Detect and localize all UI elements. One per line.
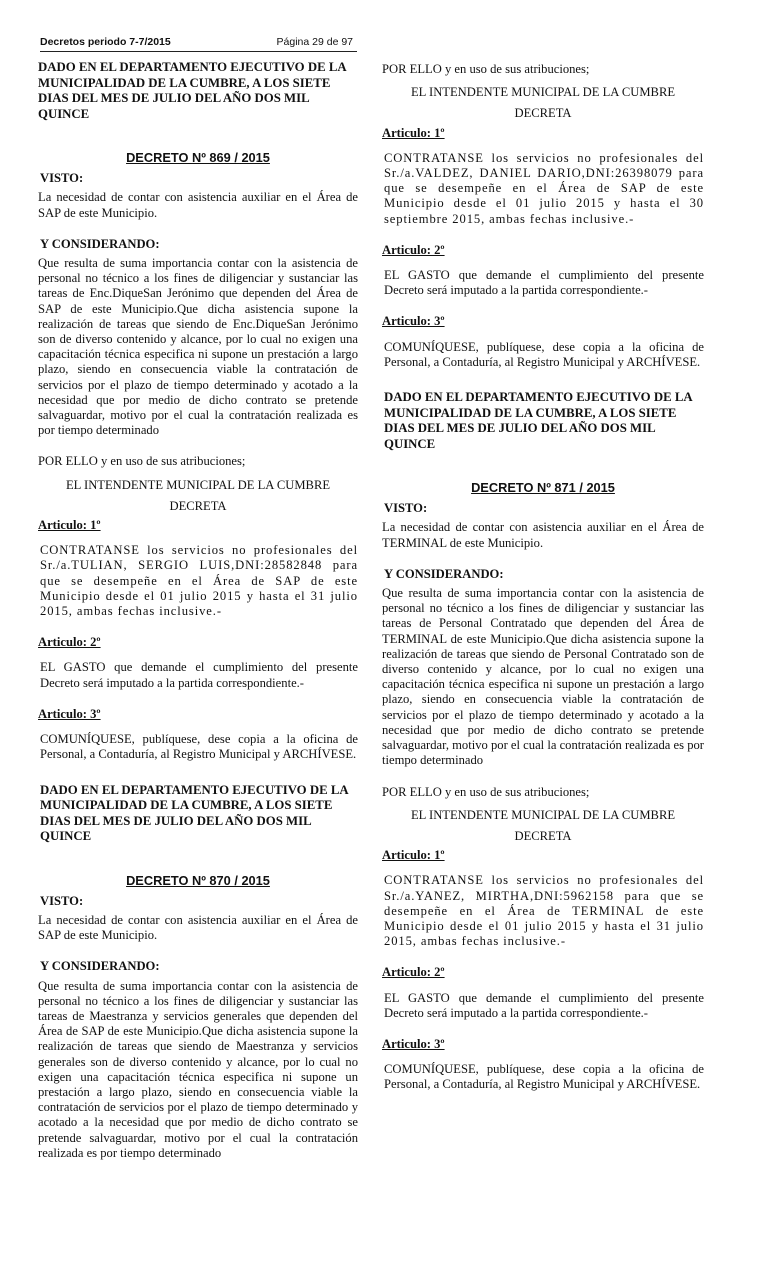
- decreto-869-art3-text: COMUNÍQUESE, publíquese, dese copia a la oficina de Personal, a Contaduría, al Registro Municipal y ARCHÍVESE.: [40, 732, 358, 762]
- right-column: [382, 62, 704, 1093]
- decreto-871-title: DECRETO Nº 871 / 2015: [471, 480, 615, 496]
- page-header: [40, 34, 357, 52]
- decreto-871-art3-label: Articulo: 3º: [382, 1036, 445, 1051]
- decreto-871-intendente: EL INTENDENTE MUNICIPAL DE LA CUMBRE: [410, 807, 676, 822]
- decreto-869-art1-label: Articulo: 1º: [38, 518, 101, 533]
- decreto-870-title: DECRETO Nº 870 / 2015: [126, 872, 270, 888]
- decreto-871-art3-text: COMUNÍQUESE, publíquese, dese copia a la oficina de Personal, a Contaduría, al Registro Municipal y ARCHÍVESE.: [384, 1062, 704, 1092]
- decreto-871-considerando-text: Que resulta de suma importancia contar con la asistencia de personal no técnico a los fines de diligenciar y sustanciar las tareas de Personal Contratado que dependen del Área de TERMINAL de este Municipio.Que dicha asistencia supone la realización de tareas que siendo de Personal Contratado son de diverso contenido y alcance, por lo cual no exigen una capacitación técnica especifica ni supone un prestación a largo plazo, siendo en consecuencia viable la contratación de servicios por el plazo de tiempo determinado y acotado a la necesidad que por medio de dicho contrato se pretende salvaguardar, motivo por el cual la contratación realizada es por tiempo determinado: [382, 586, 704, 768]
- decreto-870-visto-label: VISTO:: [40, 893, 84, 908]
- decreto-870-art1-label: Articulo: 1º: [382, 125, 445, 140]
- decreto-869-art2-text: EL GASTO que demande el cumplimiento del presente Decreto será imputado a la partida correspondiente.-: [40, 660, 358, 690]
- decreto-869-art3-label: Articulo: 3º: [38, 706, 101, 721]
- header-page-number: Página 29 de 97: [276, 36, 353, 48]
- decreto-869-por-ello: POR ELLO y en uso de sus atribuciones;: [38, 454, 246, 469]
- decreto-869-decreta: DECRETA: [169, 498, 227, 513]
- decreto-870-visto-text: La necesidad de contar con asistencia auxiliar en el Área de SAP de este Municipio.: [38, 912, 358, 943]
- header-period: Decretos periodo 7-7/2015: [40, 36, 171, 48]
- decreto-871-visto-text: La necesidad de contar con asistencia auxiliar en el Área de TERMINAL de este Municipio.: [382, 520, 704, 550]
- dado-closing-previous: DADO EN EL DEPARTAMENTO EJECUTIVO DE LA MUNICIPALIDAD DE LA CUMBRE, A LOS SIETE DIAS DEL MES DE JULIO DEL AÑO DOS MIL QUINCE: [38, 60, 346, 121]
- decreto-869-dado: DADO EN EL DEPARTAMENTO EJECUTIVO DE LA MUNICIPALIDAD DE LA CUMBRE, A LOS SIETE DIAS DEL MES DE JULIO DEL AÑO DOS MIL QUINCE: [40, 782, 348, 843]
- decreto-870-dado: DADO EN EL DEPARTAMENTO EJECUTIVO DE LA MUNICIPALIDAD DE LA CUMBRE, A LOS SIETE DIAS DEL MES DE JULIO DEL AÑO DOS MIL QUINCE: [384, 390, 692, 451]
- decreto-871-decreta: DECRETA: [514, 828, 572, 843]
- decreto-870-art3-label: Articulo: 3º: [382, 314, 445, 329]
- decreto-871-art1-label: Articulo: 1º: [382, 848, 445, 863]
- decreto-871-visto-label: VISTO:: [384, 501, 428, 516]
- decreto-869-visto-text: La necesidad de contar con asistencia auxiliar en el Área de SAP de este Municipio.: [38, 190, 358, 220]
- decreto-870-art2-label: Articulo: 2º: [382, 242, 445, 257]
- decreto-871-art1-text: CONTRATANSE los servicios no profesionales del Sr./a.YANEZ, MIRTHA,DNI:5962158 para que se desempeñe en el Área de TERMINAL de este Municipio desde el 01 julio 2015 y hasta el 31 julio 2015, ambas fechas inclusive.-: [384, 873, 704, 949]
- decreto-870-art3-text: COMUNÍQUESE, publíquese, dese copia a la oficina de Personal, a Contaduría, al Registro Municipal y ARCHÍVESE.: [384, 339, 704, 369]
- decreto-871-art2-label: Articulo: 2º: [382, 965, 445, 980]
- decreto-871-por-ello: POR ELLO y en uso de sus atribuciones;: [382, 784, 590, 799]
- decreto-869-considerando-label: Y CONSIDERANDO:: [40, 236, 160, 251]
- decreto-871-art2-text: EL GASTO que demande el cumplimiento del presente Decreto será imputado a la partida correspondiente.-: [384, 990, 704, 1020]
- decreto-870-decreta: DECRETA: [514, 106, 572, 121]
- decreto-869-art1-text: CONTRATANSE los servicios no profesionales del Sr./a.TULIAN, SERGIO LUIS,DNI:28582848 para que se desempeñe en el Área de SAP de este Municipio desde el 01 julio 2015 y hasta el 31 julio 2015, ambas fechas inclusive.-: [40, 543, 358, 619]
- decreto-870-considerando-label: Y CONSIDERANDO:: [40, 959, 160, 974]
- decreto-870-considerando-text: Que resulta de suma importancia contar con la asistencia de personal no técnico a los fines de diligenciar y sustanciar las tareas de Maestranza y servicios generales que dependen del Área de SAP de este Municipio.Que dicha asistencia supone la realización de tareas que siendo de Maestranza y servicios generales son de diverso contenido y alcance, por lo cual no exigen una capacitación técnica especifica ni supone un prestación a largo plazo, siendo en consecuencia viable la contratación de servicios por el plazo de tiempo determinado y acotado a la necesidad que por medio de dicho contrato se pretende salvaguardar, motivo por el cual la contratación realizada es por tiempo determinado: [38, 978, 358, 1160]
- decreto-869-art2-label: Articulo: 2º: [38, 635, 101, 650]
- decreto-870-art2-text: EL GASTO que demande el cumplimiento del presente Decreto será imputado a la partida correspondiente.-: [384, 268, 704, 298]
- left-column: [38, 60, 358, 1161]
- decreto-870-por-ello: POR ELLO y en uso de sus atribuciones;: [382, 62, 590, 76]
- decreto-869-intendente: EL INTENDENTE MUNICIPAL DE LA CUMBRE: [65, 477, 331, 492]
- decreto-869-visto-label: VISTO:: [40, 171, 84, 186]
- decreto-869-title: DECRETO Nº 869 / 2015: [126, 150, 270, 165]
- decreto-869-considerando-text: Que resulta de suma importancia contar con la asistencia de personal no técnico a los fines de diligenciar y sustanciar las tareas de Enc.DiqueSan Jerónimo que dependen del Área de SAP de este Municipio.Que dicha asistencia supone la realización de tareas que siendo de Enc.DiqueSan Jerónimo son de diverso contenido y alcance, por lo cual no exigen una capacitación técnica especifica ni supone un prestación a largo plazo, siendo en consecuencia viable la contratación de servicios por el plazo de tiempo determinado y acotado a la necesidad que por medio de dicho contrato se pretende salvaguardar, motivo por el cual la contratación realizada es por tiempo determinado: [38, 256, 358, 438]
- decreto-871-considerando-label: Y CONSIDERANDO:: [384, 566, 504, 581]
- decreto-870-intendente: EL INTENDENTE MUNICIPAL DE LA CUMBRE: [410, 85, 676, 100]
- decreto-870-art1-text: CONTRATANSE los servicios no profesionales del Sr./a.VALDEZ, DANIEL DARIO,DNI:26398079 para que se desempeñe en el Área de SAP de este Municipio desde el 01 julio 2015 y hasta el 30 septiembre 2015, ambas fechas inclusive.-: [384, 150, 704, 226]
